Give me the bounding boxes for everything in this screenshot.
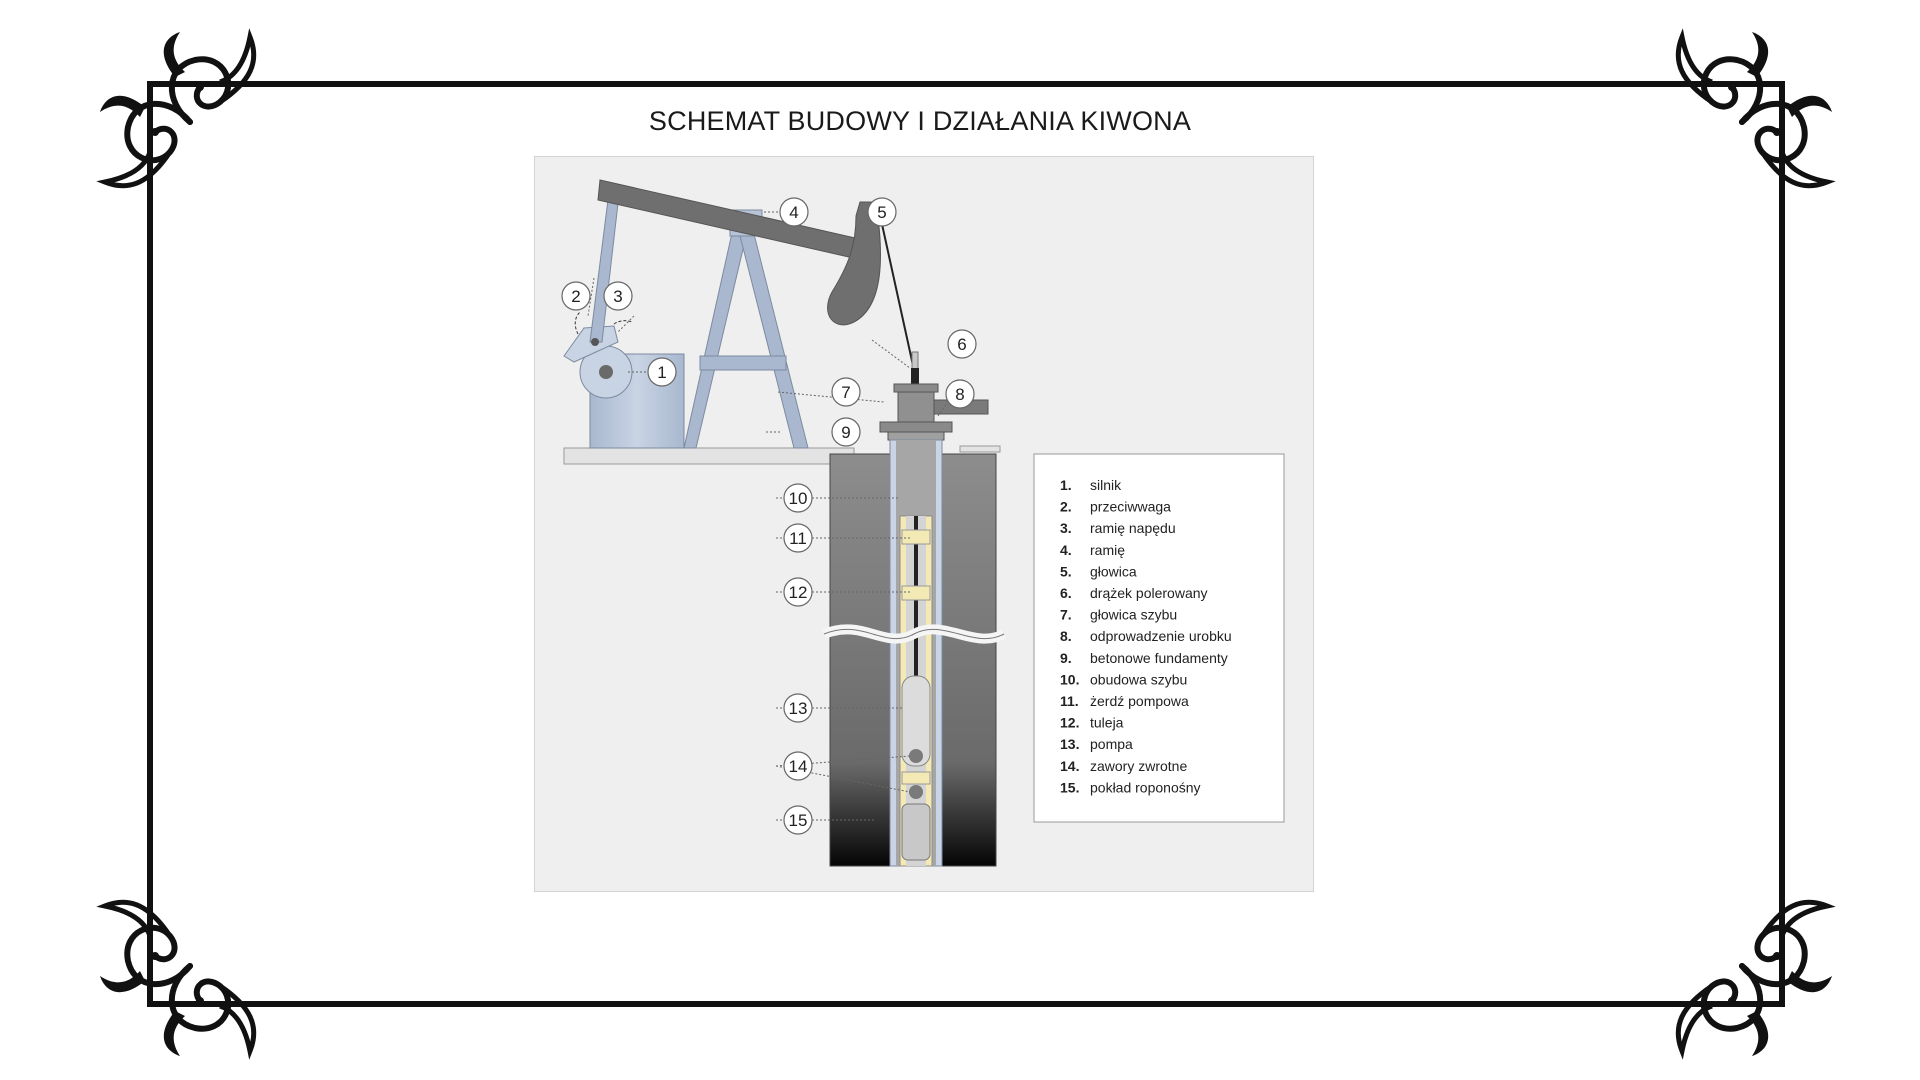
callout-label: 13 — [788, 699, 808, 718]
callout-label: 11 — [789, 529, 807, 548]
legend-label: pompa — [1090, 736, 1133, 753]
legend-number: 10. — [1060, 671, 1080, 688]
legend-label: głowica szybu — [1090, 606, 1178, 623]
legend-label: żerdź pompowa — [1090, 693, 1189, 709]
legend-label: pokład roponośny — [1090, 779, 1201, 796]
callout-label: 15 — [788, 811, 808, 830]
callout-12 — [784, 578, 812, 606]
legend-number: 3. — [1060, 520, 1072, 537]
legend-label: silnik — [1090, 477, 1122, 493]
callout-9 — [832, 418, 860, 446]
motor-hub — [599, 365, 613, 379]
legend-number: 8. — [1060, 628, 1072, 645]
legend-item — [1060, 477, 1122, 493]
ground-slab — [564, 448, 854, 464]
callout-4 — [780, 198, 808, 226]
legend-label: ramię napędu — [1090, 520, 1176, 537]
callout-label: 9 — [841, 423, 851, 442]
legend-number: 12. — [1060, 714, 1080, 731]
callout-label: 4 — [789, 203, 799, 222]
legend-number: 9. — [1060, 649, 1072, 666]
callout-label: 1 — [657, 363, 667, 382]
legend-label: przeciwwaga — [1090, 498, 1171, 515]
legend-item — [1060, 715, 1124, 731]
callout-7 — [832, 378, 860, 406]
check-valve-upper — [909, 749, 923, 763]
callout-2 — [562, 282, 590, 310]
callout-label: 7 — [841, 383, 851, 402]
check-valve-lower — [909, 785, 923, 799]
legend-label: drążek polerowany — [1090, 585, 1208, 601]
callout-6 — [948, 330, 976, 358]
callout-10 — [784, 484, 812, 512]
callout-15 — [784, 806, 812, 834]
legend-label: zawory zwrotne — [1090, 757, 1188, 774]
legend-item — [1060, 671, 1187, 687]
perforated-section — [902, 804, 930, 860]
legend-label: betonowe fundamenty — [1090, 649, 1228, 666]
callout-11 — [784, 524, 812, 552]
page-title: SCHEMAT BUDOWY I DZIAŁANIA KIWONA — [648, 106, 1192, 136]
wellhead-body — [898, 392, 934, 422]
legend-label: tuleja — [1090, 714, 1124, 731]
legend-item — [1060, 736, 1133, 752]
corner-ornament-bottom-left — [100, 902, 254, 1056]
ground-slab-right — [960, 446, 1000, 452]
callout-label: 6 — [957, 335, 967, 354]
legend-number: 7. — [1060, 606, 1072, 623]
wellhead-flange — [880, 422, 952, 432]
legend-number: 13. — [1060, 736, 1080, 753]
legend-label: obudowa szybu — [1090, 671, 1188, 688]
legend-number: 4. — [1060, 541, 1072, 558]
callout-label: 5 — [877, 203, 887, 222]
callout-label: 14 — [788, 757, 808, 776]
callout-5 — [868, 198, 896, 226]
legend-label: odprowadzenie urobku — [1090, 628, 1232, 645]
legend-number: 15. — [1060, 779, 1080, 796]
wellhead-top — [894, 384, 938, 392]
callout-3 — [604, 282, 632, 310]
callout-label: 3 — [613, 287, 623, 306]
a-frame-crossbar — [700, 356, 786, 370]
callout-label: 2 — [571, 287, 581, 306]
callout-label: 10 — [788, 489, 808, 508]
legend-label: ramię — [1090, 541, 1126, 558]
callout-13 — [784, 694, 812, 722]
pump-jack-diagram — [534, 156, 1314, 892]
callout-label: 12 — [788, 583, 808, 602]
callout-label: 8 — [955, 385, 965, 404]
legend-number: 5. — [1060, 563, 1072, 580]
legend-number: 2. — [1060, 498, 1072, 515]
legend-item — [1060, 542, 1125, 558]
callout-8 — [946, 380, 974, 408]
callout-1 — [648, 358, 676, 386]
callout-14 — [784, 752, 812, 780]
legend-label: głowica — [1090, 563, 1137, 580]
legend-item — [1060, 563, 1137, 579]
legend-number: 1. — [1060, 477, 1072, 493]
corner-ornament-bottom-right — [1678, 902, 1832, 1056]
legend-number: 14. — [1060, 757, 1080, 774]
legend-item — [1060, 758, 1187, 774]
legend-number: 11. — [1060, 693, 1079, 709]
legend-number: 6. — [1060, 585, 1072, 601]
